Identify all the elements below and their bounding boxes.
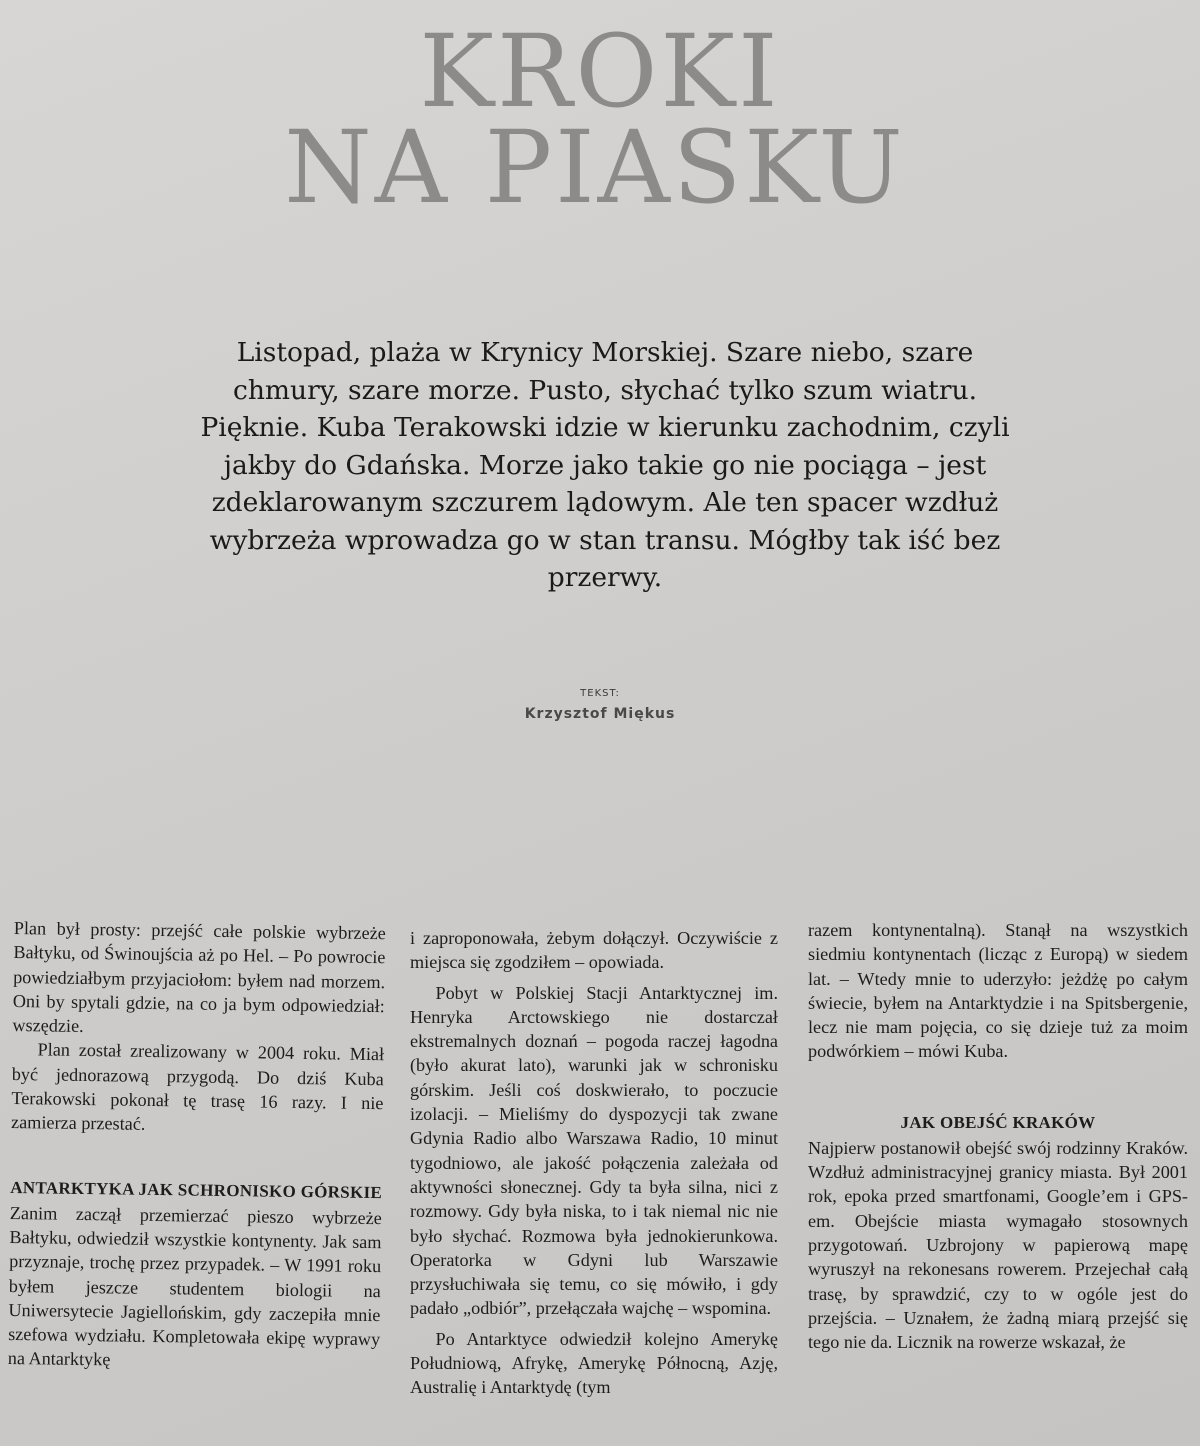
column3-subheading: JAK OBEJŚĆ KRAKÓW bbox=[900, 1112, 1096, 1132]
lead-paragraph: Listopad, plaża w Krynicy Morskiej. Szare niebo, szare chmury, szare morze. Pusto, słychać tylko szum wiatru. Pięknie. Kuba Terakowski idzie w kierunku zachodnim, czyli jakby do Gdańska. Morze jako takie go nie pociąga – jest zdeklarowanym szczurem lądowym. Ale ten spacer wzdłuż wybrzeża wprowadza go w stan transu. Mógłby tak iść bez przerwy. bbox=[200, 337, 1010, 593]
column1-paragraph-3: Zanim zaczął przemierzać pieszo wybrzeże Bałtyku, odwiedził wszystkie kontynenty. Jak sam przyznaje, trochę przez przypadek. – W 1991 roku byłem jeszcze studentem biologii na Uniwersytecie Jagiellońskim, gdy zaczepiła mnie szefowa wydziału. Kompletowała ekipę wyprawy na Antarktykę bbox=[7, 1202, 382, 1370]
headline-line-1: KROKI bbox=[419, 13, 781, 130]
column2-paragraph-2: Pobyt w Polskiej Stacji Antarktycznej im. Henryka Arctowskiego nie dostarczał ekstremalnych doznań – pogoda raczej łagodna (było akurat lato), warunki jak w schronisku górskim. Jeśli coś doskwierało, to poczucie izolacji. – Mieliśmy do dyspozycji tak zwane Gdynia Radio albo Warszawa Radio, 10 minut tygodniowo, ale jakość połączenia zależała od aktywności słonecznej. Gdy ta była silna, nici z rozmowy. Gdy była niska, to i tak niemal nic nie było słychać. Rozmowa była jednokierunkowa. Operatorka w Gdyni lub Warszawie przysłuchiwała się temu, co się mówiło, i gdy padało „odbiór”, przełączała wajchę – wspomina. bbox=[410, 982, 778, 1319]
column1-paragraph-2: Plan został zrealizowany w 2004 roku. Miał być jednorazową przygodą. Do dziś Kuba Terakowski pokonał tę trasę 16 razy. I nie zamierza przestać. bbox=[10, 1039, 385, 1135]
column3-paragraph-2: Najpierw postanowił obejść swój rodzinny Kraków. Wzdłuż administracyjnej granicy miasta. Był 2001 rok, epoka przed smartfonami, Google’em i GPS-em. Obejście miasta wymagało stosownych przygotowań. Uzbrojony w papierową mapę wyruszył na rekonesans rowerem. Przejechał całą trasę, by sprawdzić, czy to w ogóle jest do przejścia. – Uznałem, że żadną miarą przejść się tego nie da. Licznik na rowerze wskazał, że bbox=[808, 1137, 1188, 1353]
column3-paragraph-1: razem kontynentalną). Stanął na wszystkich siedmiu kontynentach (licząc z Europą) w siedem lat. – Wtedy mnie to uderzyło: jeżdżę po całym świecie, byłem na Antarktydzie i na Spitsbergenie, lecz nie mam pojęcia, co się dzieje tuż za moim podwórkiem – mówi Kuba. bbox=[808, 920, 1188, 1062]
column2-paragraph-3: Po Antarktyce odwiedził kolejno Amerykę Południową, Afrykę, Amerykę Północną, Azję, Australię i Antarktydę (tym bbox=[410, 1328, 778, 1398]
credit-author: Krzysztof Miękus bbox=[524, 706, 676, 722]
column1-paragraph-1: Plan był prosty: przejść całe polskie wybrzeże Bałtyku, od Świnoujścia aż po Hel. – Po powrocie powiedziałbym przyjaciołom: byłem nad morzem. Oni by spytali gdzie, na co ja bym odpowiedział: wszędzie. bbox=[12, 917, 386, 1037]
column2-paragraph-1: i zaproponowała, żebym dołączył. Oczywiście z miejsca się zgodziłem – opowiada. bbox=[410, 928, 778, 973]
credit-label: TEKST: bbox=[580, 688, 620, 699]
article-column-3 bbox=[808, 918, 1188, 1354]
column1-subheading: ANTARKTYKA JAK SCHRONISKO GÓRSKIE bbox=[10, 1177, 383, 1202]
article-column-2 bbox=[410, 926, 778, 1400]
article-column-1 bbox=[8, 916, 386, 1376]
headline-line-2: NA PIASKU bbox=[284, 109, 906, 226]
